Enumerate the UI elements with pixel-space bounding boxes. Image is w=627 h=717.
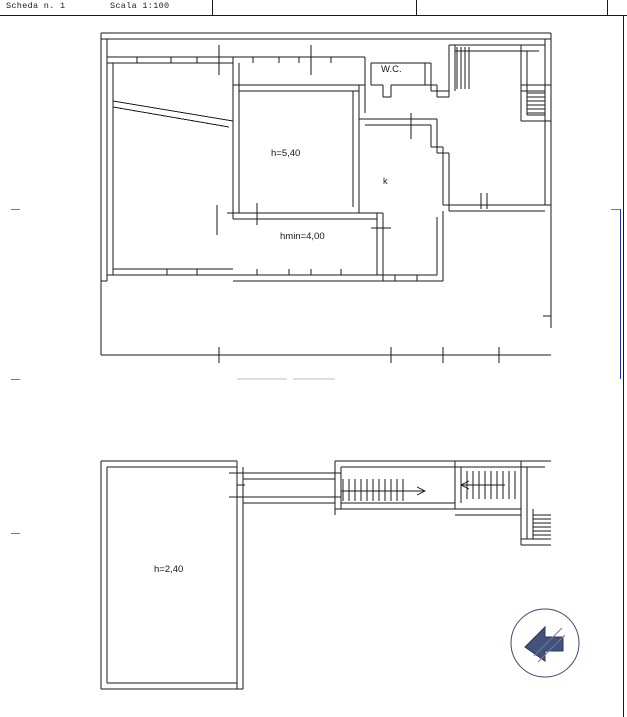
scale-label: Scala 1:100	[110, 1, 170, 11]
room-label-k: k	[383, 176, 388, 186]
room-label-h540: h=5,40	[271, 148, 301, 159]
north-arrow-graphic	[511, 609, 579, 677]
room-label-h240: h=2,40	[154, 564, 184, 575]
sheet-number-label: Scheda n. 1	[6, 1, 66, 11]
room-label-hmin400: hmin=4,00	[280, 231, 325, 242]
room-label-wc: W.C.	[381, 64, 402, 75]
